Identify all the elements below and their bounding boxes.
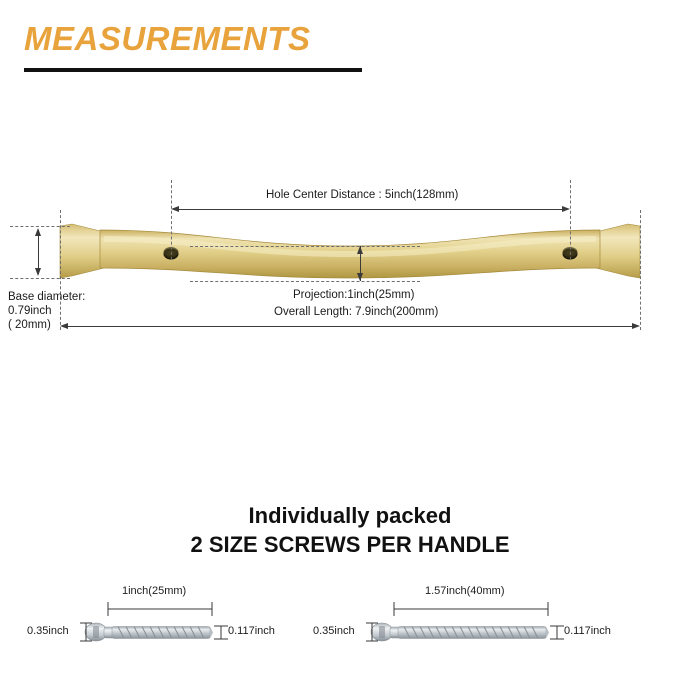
overall-length-arrow-right — [632, 323, 640, 329]
screw-2-head-label: 0.35inch — [313, 625, 355, 637]
guide-right-hole — [570, 180, 571, 260]
base-diameter-label-line2: 0.79inch — [8, 305, 52, 317]
cabinet-handle-illustration — [0, 150, 700, 380]
title-block — [24, 22, 311, 55]
projection-label: Projection:1inch(25mm) — [293, 289, 415, 301]
screw-1-head-label: 0.35inch — [27, 625, 69, 637]
hole-distance-line — [175, 209, 567, 210]
projection-arrow-up — [357, 246, 363, 254]
packing-headline: Individually packed — [248, 503, 452, 528]
packing-subheadline: 2 SIZE SCREWS PER HANDLE — [190, 532, 510, 557]
title-underline — [24, 68, 362, 72]
guide-left-hole — [171, 180, 172, 260]
base-diameter-label-line1: Base diameter: — [8, 291, 86, 303]
guide-projection-top — [190, 246, 420, 247]
guide-base-bottom — [10, 278, 70, 279]
overall-length-label: Overall Length: 7.9inch(200mm) — [274, 306, 439, 318]
guide-left-outer — [60, 210, 61, 330]
base-diameter-arrow-up — [35, 228, 41, 236]
guide-projection-bottom — [190, 281, 420, 282]
screw-1-thread-label: 0.117inch — [228, 625, 275, 637]
overall-length-line — [64, 326, 636, 327]
handle-diagram — [0, 150, 700, 380]
hole-distance-arrow-right — [562, 206, 570, 212]
page-title: MEASUREMENTS — [24, 20, 311, 57]
guide-base-top — [10, 226, 70, 227]
hole-distance-arrow-left — [171, 206, 179, 212]
base-diameter-label-line3: ( 20mm) — [8, 319, 51, 331]
base-diameter-arrow-down — [35, 268, 41, 276]
screw-1-length-label: 1inch(25mm) — [122, 585, 187, 597]
hole-center-distance-label: Hole Center Distance : 5inch(128mm) — [266, 189, 459, 201]
screws-section — [0, 580, 700, 690]
screw-2-thread-label: 0.117inch — [564, 625, 611, 637]
overall-length-arrow-left — [60, 323, 68, 329]
screw-2-length-label: 1.57inch(40mm) — [425, 585, 505, 597]
projection-arrow-down — [357, 273, 363, 281]
guide-right-outer — [640, 210, 641, 330]
